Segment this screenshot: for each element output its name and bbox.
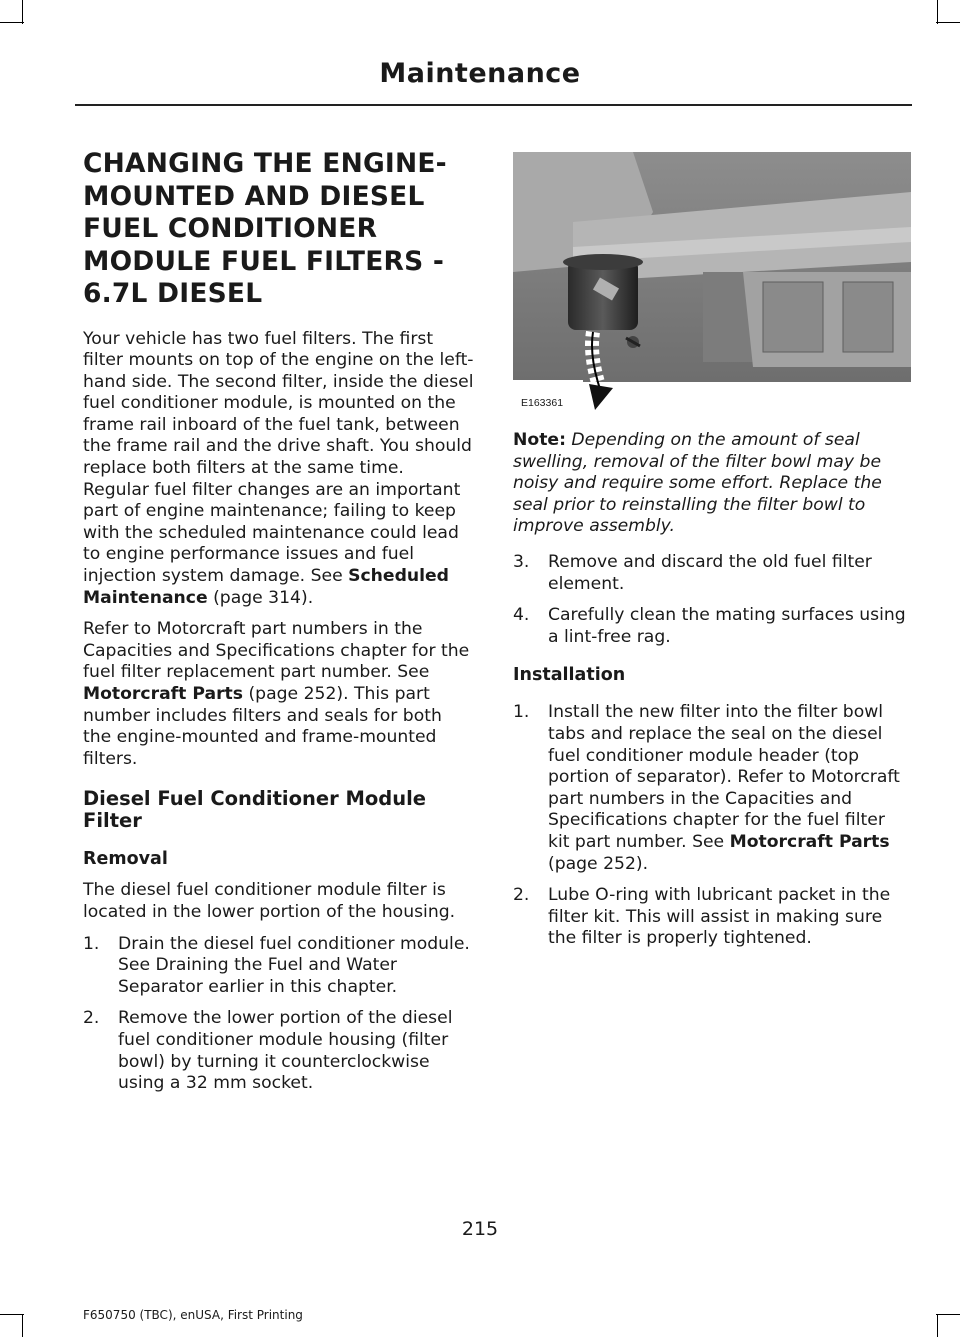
filter-photo (513, 152, 911, 414)
section-title: CHANGING THE ENGINE-MOUNTED AND DIESEL FUEL CONDITIONER MODULE FUEL FILTERS - 6.7L DIESEL (83, 148, 447, 309)
list-item: 2. Remove the lower portion of the diesel fuel conditioner module housing (filter bowl) by turning it counterclockwise using a 32 mm socket. (83, 1008, 453, 1094)
crop-mark (0, 1314, 24, 1315)
removal-intro: The diesel fuel conditioner module filter is located in the lower portion of the housing. (83, 880, 456, 922)
page-header-title: Maintenance (379, 58, 581, 89)
crop-mark (0, 22, 24, 23)
removal-steps-continued (513, 552, 910, 648)
right-column (513, 430, 910, 960)
list-item: 3. Remove and discard the old fuel filter element. (513, 551, 872, 594)
subsection-title: Diesel Fuel Conditioner Module Filter (83, 787, 427, 833)
removal-steps (83, 934, 475, 1095)
crop-mark (936, 1314, 960, 1315)
list-item: 2. Lube O-ring with lubricant packet in the filter kit. This will assist in making sure the filter is properly tightened. (513, 885, 891, 949)
installation-steps (513, 702, 910, 950)
footer-print-info: F650750 (TBC), enUSA, First Printing (83, 1308, 303, 1322)
list-item: 1. Drain the diesel fuel conditioner module. See Draining the Fuel and Water Separator earlier in this chapter. (83, 933, 470, 997)
crop-mark (937, 1314, 938, 1337)
crop-mark (937, 0, 938, 24)
crop-mark (22, 1314, 23, 1337)
installation-heading: Installation (513, 665, 626, 686)
header-divider (75, 104, 912, 106)
crop-mark (22, 0, 23, 24)
scheduled-maintenance-link[interactable]: Scheduled Maintenance (83, 566, 449, 608)
reference-paragraph: Refer to Motorcraft part numbers in the Capacities and Specifications chapter for the fuel filter replacement part number. See Motorcraft Parts (page 252). This part number includes filters and seals for both the engine-mounted and frame-mounted filters. (83, 619, 470, 769)
figure-code: E163361 (521, 397, 564, 409)
removal-heading: Removal (83, 849, 168, 870)
note-paragraph: Note: Depending on the amount of seal swelling, removal of the filter bowl may be noisy and require some effort. Replace the seal prior to reinstalling the filter bowl to improve assembly. (513, 430, 882, 537)
intro-paragraph: Your vehicle has two fuel filters. The first filter mounts on top of the engine on the left-hand side. The second filter, inside the diesel fuel conditioner module, is mounted on the frame rail inboard of the fuel tank, between the frame rail and the drive shaft. You should replace both filters at the same time. Regular fuel filter changes are an important part of engine maintenance; failing to keep with the scheduled maintenance could lead to engine performance issues and fuel injection system damage. See Scheduled Maintenance (page 314). (83, 328, 474, 608)
motorcraft-parts-link[interactable]: Motorcraft Parts (83, 684, 244, 704)
crop-mark (936, 22, 960, 23)
list-item: 1. Install the new filter into the filter bowl tabs and replace the seal on the diesel fuel conditioner module header (top portion of separator). Refer to Motorcraft part numbers in the Capacities and Specifications chapter for the fuel filter kit part number. See Motorcraft Parts (page 252). (513, 702, 900, 874)
left-column (83, 148, 475, 1105)
motorcraft-parts-link[interactable]: Motorcraft Parts (729, 831, 890, 852)
fuel-filter-illustration (513, 152, 911, 414)
page-number: 215 (461, 1218, 499, 1240)
list-item: 4. Carefully clean the mating surfaces using a lint-free rag. (513, 605, 906, 647)
